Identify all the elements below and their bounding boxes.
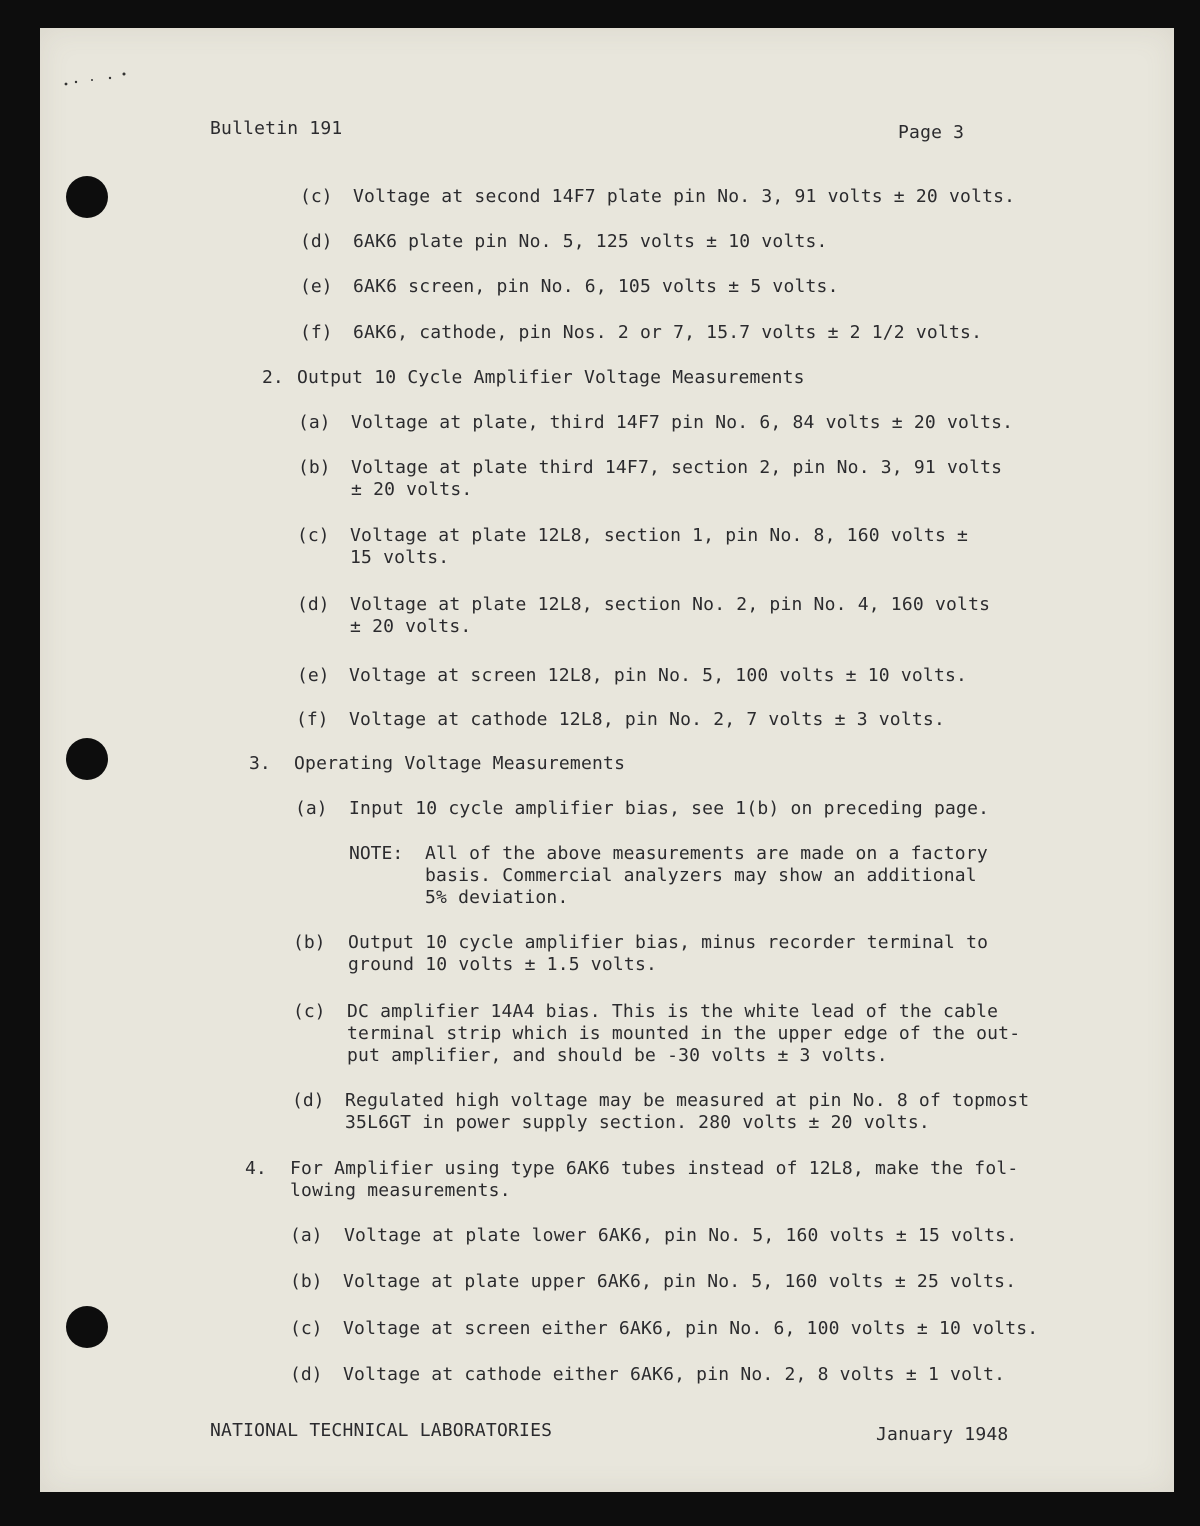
item-label: (e) bbox=[297, 665, 330, 686]
item-text-line: ± 20 volts. bbox=[351, 479, 473, 500]
item-label: (b) bbox=[298, 457, 331, 478]
item-label: (d) bbox=[300, 231, 333, 252]
item-text-line: Voltage at plate 12L8, section No. 2, pin No. 4, 160 volts bbox=[350, 594, 991, 615]
binder-hole-middle bbox=[66, 738, 108, 780]
item-text-line: 6AK6 plate pin No. 5, 125 volts ± 10 volts. bbox=[353, 231, 828, 252]
item-label: (e) bbox=[300, 276, 333, 297]
item-text-line: Voltage at second 14F7 plate pin No. 3, 91 volts ± 20 volts. bbox=[353, 186, 1016, 207]
item-text-line: Voltage at cathode 12L8, pin No. 2, 7 volts ± 3 volts. bbox=[349, 709, 945, 730]
item-label: (a) bbox=[295, 798, 328, 819]
section-intro-line: For Amplifier using type 6AK6 tubes instead of 12L8, make the fol- bbox=[290, 1158, 1019, 1179]
item-label: (a) bbox=[290, 1225, 323, 1246]
item-label: (b) bbox=[293, 932, 326, 953]
binder-hole-bottom bbox=[66, 1306, 108, 1348]
item-text-line: 6AK6 screen, pin No. 6, 105 volts ± 5 volts. bbox=[353, 276, 839, 297]
footer-date: January 1948 bbox=[876, 1424, 1009, 1445]
item-text-line: ground 10 volts ± 1.5 volts. bbox=[348, 954, 658, 975]
bulletin-number: Bulletin 191 bbox=[210, 118, 343, 139]
binder-hole-top bbox=[66, 176, 108, 218]
item-label: (c) bbox=[300, 186, 333, 207]
item-text-line: put amplifier, and should be -30 volts ± 3 volts. bbox=[347, 1045, 888, 1066]
section-heading: Output 10 Cycle Amplifier Voltage Measurements bbox=[297, 367, 805, 388]
footer-organization: NATIONAL TECHNICAL LABORATORIES bbox=[210, 1420, 553, 1441]
item-text-line: Voltage at plate third 14F7, section 2, pin No. 3, 91 volts bbox=[351, 457, 1003, 478]
section-intro-line: lowing measurements. bbox=[290, 1180, 511, 1201]
item-label: (f) bbox=[300, 322, 333, 343]
item-text-line: 35L6GT in power supply section. 280 volts ± 20 volts. bbox=[345, 1112, 930, 1133]
note-text-line: 5% deviation. bbox=[425, 887, 569, 908]
item-label: (f) bbox=[296, 709, 329, 730]
item-text-line: terminal strip which is mounted in the upper edge of the out- bbox=[347, 1023, 1021, 1044]
section-heading: Operating Voltage Measurements bbox=[294, 753, 626, 774]
item-label: (a) bbox=[298, 412, 331, 433]
note-label: NOTE: bbox=[349, 843, 404, 864]
item-text-line: 15 volts. bbox=[350, 547, 450, 568]
item-label: (d) bbox=[290, 1364, 323, 1385]
note-text-line: basis. Commercial analyzers may show an additional bbox=[425, 865, 977, 886]
item-text-line: Voltage at plate, third 14F7 pin No. 6, 84 volts ± 20 volts. bbox=[351, 412, 1014, 433]
item-label: (c) bbox=[290, 1318, 323, 1339]
item-text-line: DC amplifier 14A4 bias. This is the white lead of the cable bbox=[347, 1001, 999, 1022]
item-label: (c) bbox=[293, 1001, 326, 1022]
item-label: (b) bbox=[290, 1271, 323, 1292]
item-text-line: Voltage at plate 12L8, section 1, pin No. 8, 160 volts ± bbox=[350, 525, 969, 546]
item-text-line: ± 20 volts. bbox=[350, 616, 472, 637]
section-number: 4. bbox=[245, 1158, 267, 1179]
item-label: (d) bbox=[297, 594, 330, 615]
item-text-line: Voltage at plate upper 6AK6, pin No. 5, 160 volts ± 25 volts. bbox=[343, 1271, 1017, 1292]
section-number: 2. bbox=[262, 367, 284, 388]
item-text-line: Voltage at screen 12L8, pin No. 5, 100 volts ± 10 volts. bbox=[349, 665, 968, 686]
page-number: Page 3 bbox=[898, 122, 965, 143]
item-text-line: Voltage at plate lower 6AK6, pin No. 5, 160 volts ± 15 volts. bbox=[344, 1225, 1018, 1246]
item-label: (c) bbox=[297, 525, 330, 546]
item-text-line: Voltage at cathode either 6AK6, pin No. 2, 8 volts ± 1 volt. bbox=[343, 1364, 1006, 1385]
item-text-line: Regulated high voltage may be measured at pin No. 8 of topmost bbox=[345, 1090, 1030, 1111]
item-text-line: Output 10 cycle amplifier bias, minus recorder terminal to bbox=[348, 932, 989, 953]
paper-marks bbox=[62, 70, 132, 90]
item-label: (d) bbox=[292, 1090, 325, 1111]
item-text-line: 6AK6, cathode, pin Nos. 2 or 7, 15.7 volts ± 2 1/2 volts. bbox=[353, 322, 983, 343]
section-number: 3. bbox=[249, 753, 271, 774]
item-text-line: Input 10 cycle amplifier bias, see 1(b) on preceding page. bbox=[349, 798, 990, 819]
note-text-line: All of the above measurements are made on a factory bbox=[425, 843, 988, 864]
item-text-line: Voltage at screen either 6AK6, pin No. 6, 100 volts ± 10 volts. bbox=[343, 1318, 1039, 1339]
